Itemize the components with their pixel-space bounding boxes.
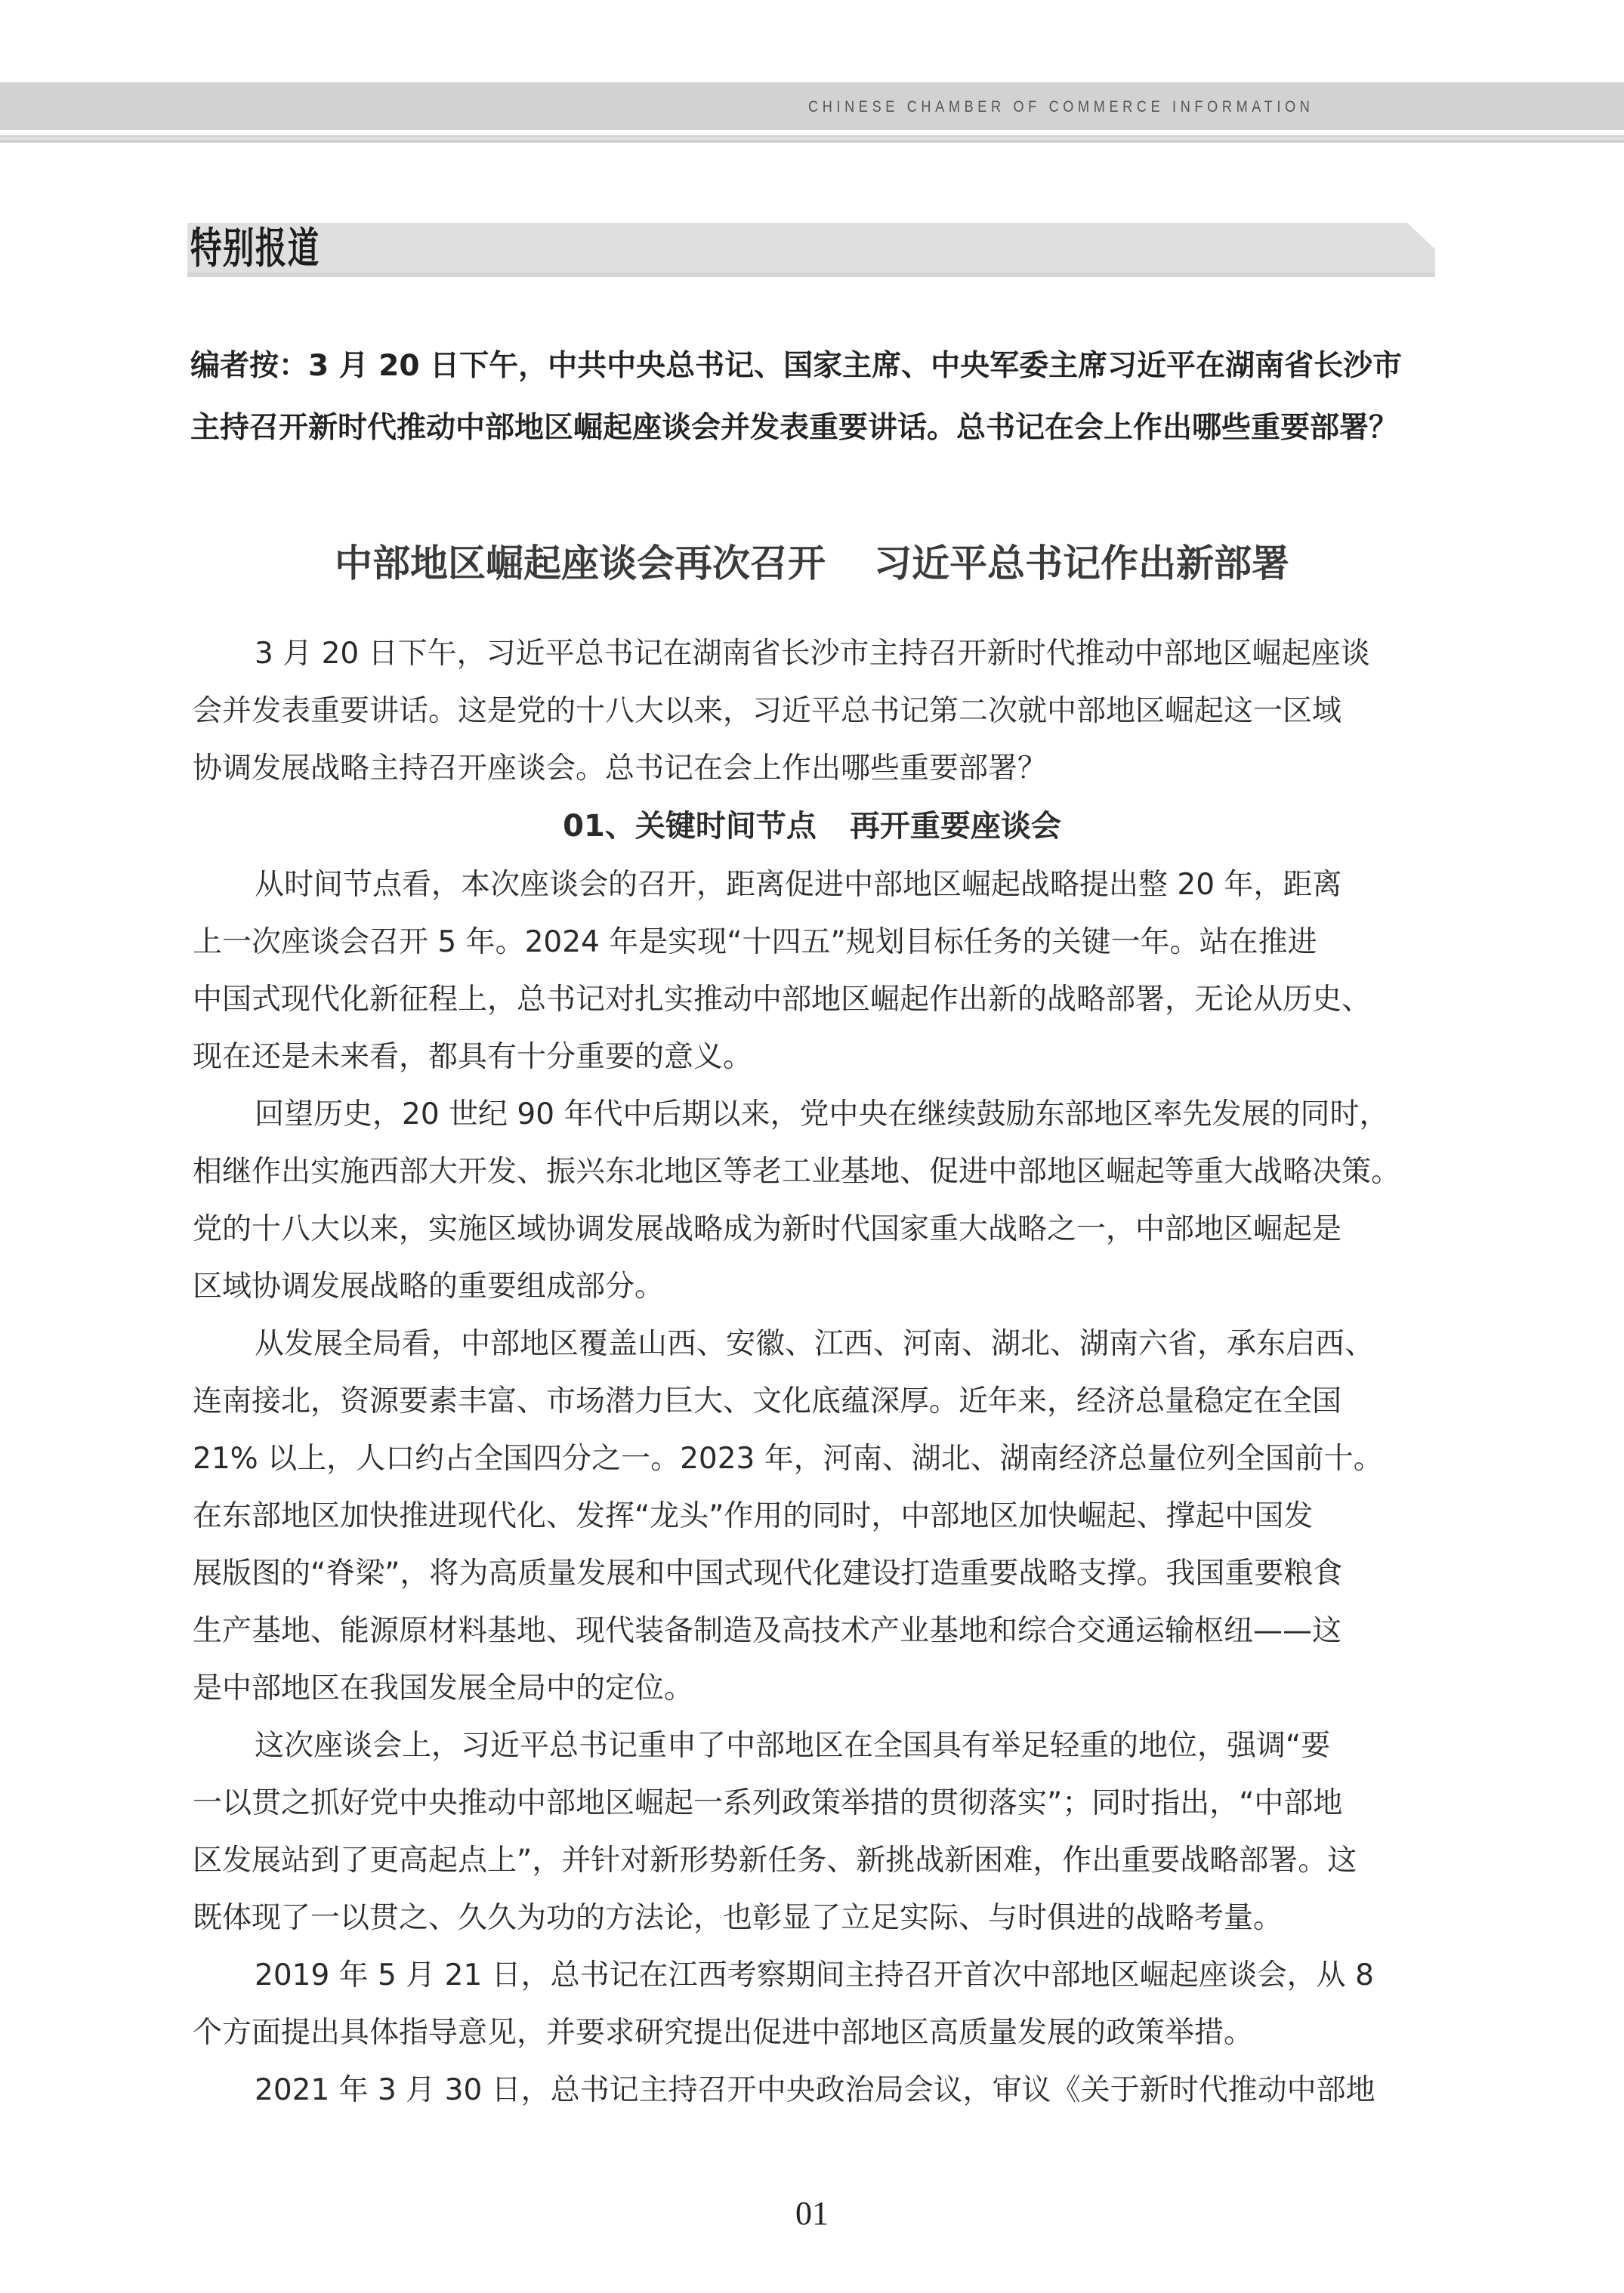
editor-note-line: 主持召开新时代推动中部地区崛起座谈会并发表重要讲话。总书记在会上作出哪些重要部署？ [190, 411, 1399, 445]
headline-part-2: 习近平总书记作出新部署 [874, 542, 1289, 585]
text-line: 这次座谈会上，习近平总书记重申了中部地区在全国具有举足轻重的地位，强调“要 [255, 1729, 1331, 1763]
paragraph-symposium [193, 1717, 1439, 1947]
text-line: 上一次座谈会召开 5 年。2024 年是实现“十四五”规划目标任务的关键一年。站在推进 [193, 925, 1317, 959]
editor-note [190, 335, 1444, 459]
publication-name: CHINESE CHAMBER OF COMMERCE INFORMATION [808, 98, 1314, 116]
subheading-part-1: 01、关键时间节点 [563, 809, 817, 844]
text-line: 在东部地区加快推进现代化、发挥“龙头”作用的同时，中部地区加快崛起、撑起中国发 [193, 1499, 1314, 1533]
text-line: 2019 年 5 月 21 日，总书记在江西考察期间主持召开首次中部地区崛起座谈会，从 8 [255, 1958, 1374, 1992]
text-line: 连南接北，资源要素丰富、市场潜力巨大、文化底蕴深厚。近年来，经济总量稳定在全国 [193, 1384, 1342, 1418]
text-line: 既体现了一以贯之、久久为功的方法论，也彰显了立足实际、与时俱进的战略考量。 [193, 1901, 1283, 1935]
headline-part-1: 中部地区崛起座谈会再次召开 [335, 542, 826, 585]
text-line: 会并发表重要讲话。这是党的十八大以来，习近平总书记第二次就中部地区崛起这一区域 [193, 694, 1342, 728]
paragraph-2021 [193, 2062, 1439, 2119]
editor-note-line: 编者按：3 月 20 日下午，中共中央总书记、国家主席、中央军委主席习近平在湖南省长沙市 [190, 349, 1403, 383]
text-line: 回望历史，20 世纪 90 年代中后期以来，党中央在继续鼓励东部地区率先发展的同时， [255, 1097, 1389, 1131]
paragraph-overall [193, 1316, 1439, 1717]
page-number: 01 [795, 2195, 829, 2232]
section-subheading [0, 798, 1624, 855]
text-line: 相继作出实施西部大开发、振兴东北地区等老工业基地、促进中部地区崛起等重大战略决策。 [193, 1155, 1401, 1189]
text-line: 党的十八大以来，实施区域协调发展战略成为新时代国家重大战略之一，中部地区崛起是 [193, 1212, 1342, 1246]
text-line: 个方面提出具体指导意见，并要求研究提出促进中部地区高质量发展的政策举措。 [193, 2016, 1254, 2050]
paragraph-2019 [193, 1947, 1439, 2062]
paragraph-timing [193, 856, 1439, 1086]
text-line: 生产基地、能源原材料基地、现代装备制造及高技术产业基地和综合交通运输枢纽——这 [193, 1614, 1342, 1648]
text-line: 区发展站到了更高起点上”，并针对新形势新任务、新挑战新困难，作出重要战略部署。这 [193, 1844, 1357, 1878]
text-line: 从时间节点看，本次座谈会的召开，距离促进中部地区崛起战略提出整 20 年，距离 [255, 868, 1342, 902]
text-line: 区域协调发展战略的重要组成部分。 [193, 1270, 665, 1304]
text-line: 现在还是未来看，都具有十分重要的意义。 [193, 1040, 753, 1074]
text-line: 中国式现代化新征程上，总书记对扎实推动中部地区崛起作出新的战略部署，无论从历史、 [193, 983, 1372, 1017]
text-line: 一以贯之抓好党中央推动中部地区崛起一系列政策举措的贯彻落实”；同时指出，“中部地 [193, 1786, 1343, 1820]
section-title: 特别报道 [190, 224, 320, 273]
subheading-part-2: 再开重要座谈会 [849, 809, 1061, 844]
text-line: 是中部地区在我国发展全局中的定位。 [193, 1671, 694, 1705]
intro-paragraph [193, 625, 1439, 798]
text-line: 3 月 20 日下午，习近平总书记在湖南省长沙市主持召开新时代推动中部地区崛起座谈 [255, 637, 1370, 671]
text-line: 协调发展战略主持召开座谈会。总书记在会上作出哪些重要部署？ [193, 751, 1048, 785]
text-line: 2021 年 3 月 30 日，总书记主持召开中央政治局会议，审议《关于新时代推动中部地 [255, 2073, 1375, 2107]
text-line: 21% 以上，人口约占全国四分之一。2023 年，河南、湖北、湖南经济总量位列全国前十。 [193, 1442, 1383, 1476]
section-banner-shape [187, 223, 1435, 277]
paragraph-history [193, 1086, 1439, 1316]
text-line: 从发展全局看，中部地区覆盖山西、安徽、江西、河南、湖北、湖南六省，承东启西、 [255, 1327, 1375, 1361]
section-banner [187, 223, 1435, 277]
article-headline [0, 535, 1624, 592]
text-line: 展版图的“脊梁”，将为高质量发展和中国式现代化建设打造重要战略支撑。我国重要粮食 [193, 1557, 1343, 1591]
running-header-rule [0, 135, 1624, 143]
